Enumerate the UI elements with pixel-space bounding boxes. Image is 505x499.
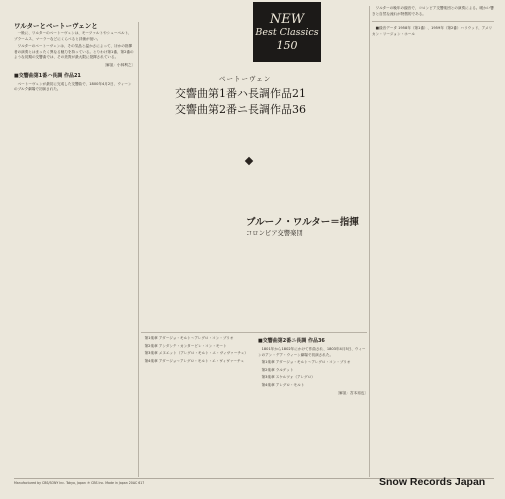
title-block bbox=[175, 74, 340, 118]
movement-entry: 第4楽章 アダージョ〜アレグロ・モルト・エ・ヴィヴァーチェ bbox=[144, 358, 245, 363]
movement-entry: 第2楽章 アンダンテ・カンタービレ・コン・モート bbox=[144, 343, 227, 348]
recording-data: ■録音データ 1958年（第1番）、1959年（第2番）ハリウッド、アメリカン・リージョン・ホール bbox=[372, 26, 493, 36]
column-divider bbox=[369, 6, 370, 477]
essay-column bbox=[14, 22, 135, 477]
essay-paragraph: ワルターのベートーヴェンは、その気品と温かさによって、ほかの指揮者の演奏とはまったく異なる魅力を持っている。とりわけ第1番、第2番のような初期の交響曲では、その美質が最大限に発揮されている。 bbox=[14, 44, 134, 60]
symphony-1-heading: ■交響曲第1番ハ長調 作品21 bbox=[14, 72, 81, 79]
symphony-2-column bbox=[258, 336, 368, 479]
section-divider bbox=[141, 332, 367, 333]
essay-signature: 〔解説：小林利之〕 bbox=[102, 62, 135, 67]
column-divider bbox=[138, 22, 139, 477]
work-title: 交響曲第1番ハ長調作品21 bbox=[175, 87, 306, 100]
symphony-2-text: 1801年から1802年にかけて作曲され、1803年4月5日、ウィーンのアン・デア・ウィーン劇場で初演された。 bbox=[258, 347, 366, 357]
logo-text: NEW bbox=[269, 11, 305, 27]
orchestra-name: コロンビア交響楽団 bbox=[246, 230, 303, 237]
essay-title: ワルターとベートーヴェンと bbox=[14, 22, 98, 30]
recording-divider bbox=[372, 21, 494, 22]
movement-entry: 第3楽章 メヌエット（アレグロ・モルト・エ・ヴィヴァーチェ） bbox=[144, 351, 248, 356]
composer-name: ベートーヴェン bbox=[219, 75, 272, 83]
movement-entry: 第2楽章 ラルゲット bbox=[261, 367, 294, 372]
movements-column bbox=[141, 336, 253, 479]
movement-entry: 第1楽章 アダージョ・モルト〜アレグロ・コン・ブリオ bbox=[144, 336, 234, 340]
movement-entry: 第1楽章 アダージョ・モルト〜アレグロ・コン・ブリオ bbox=[261, 360, 351, 365]
new-best-classics-150-logo bbox=[253, 2, 321, 62]
conductor-name: ブルーノ・ワルター＝指揮 bbox=[246, 217, 359, 228]
snow-records-watermark: Snow Records Japan bbox=[379, 476, 486, 488]
logo-text: 150 bbox=[276, 38, 298, 52]
performer-block bbox=[246, 216, 366, 239]
logo-text: Best Classics bbox=[255, 26, 319, 38]
notes-text: ワルターの晩年の録音で、コロンビア交響楽団との演奏による。暖かい響きと自然な流れが特徴的である。 bbox=[372, 6, 494, 16]
work-title: 交響曲第2番ニ長調作品36 bbox=[175, 103, 306, 116]
symphony-1-text: ベートーヴェンが最初に完成した交響曲で、1800年4月2日、ウィーンのブルク劇場で初演された。 bbox=[14, 81, 132, 92]
notes-column-right bbox=[372, 6, 494, 476]
diamond-ornament bbox=[245, 157, 253, 165]
movement-entry: 第4楽章 アレグロ・モルト bbox=[261, 382, 305, 387]
footer-credits: Manufactured by CBS/SONY Inc. Tokyo, Japan ℗ CBS Inc. Made in Japan 20AC 617 bbox=[14, 481, 145, 485]
movement-entry: 第3楽章 スケルツォ（アレグロ） bbox=[261, 375, 315, 380]
notes-signature: 〔解説：宮本裕也〕 bbox=[335, 390, 368, 395]
essay-paragraph: 一般に、ワルターのベートーヴェンは、モーツァルトやシューベルト、ブラームス、マーラーなどにくらべると評価が低い。 bbox=[14, 31, 132, 41]
symphony-2-heading: ■交響曲第2番ニ長調 作品36 bbox=[258, 338, 325, 344]
